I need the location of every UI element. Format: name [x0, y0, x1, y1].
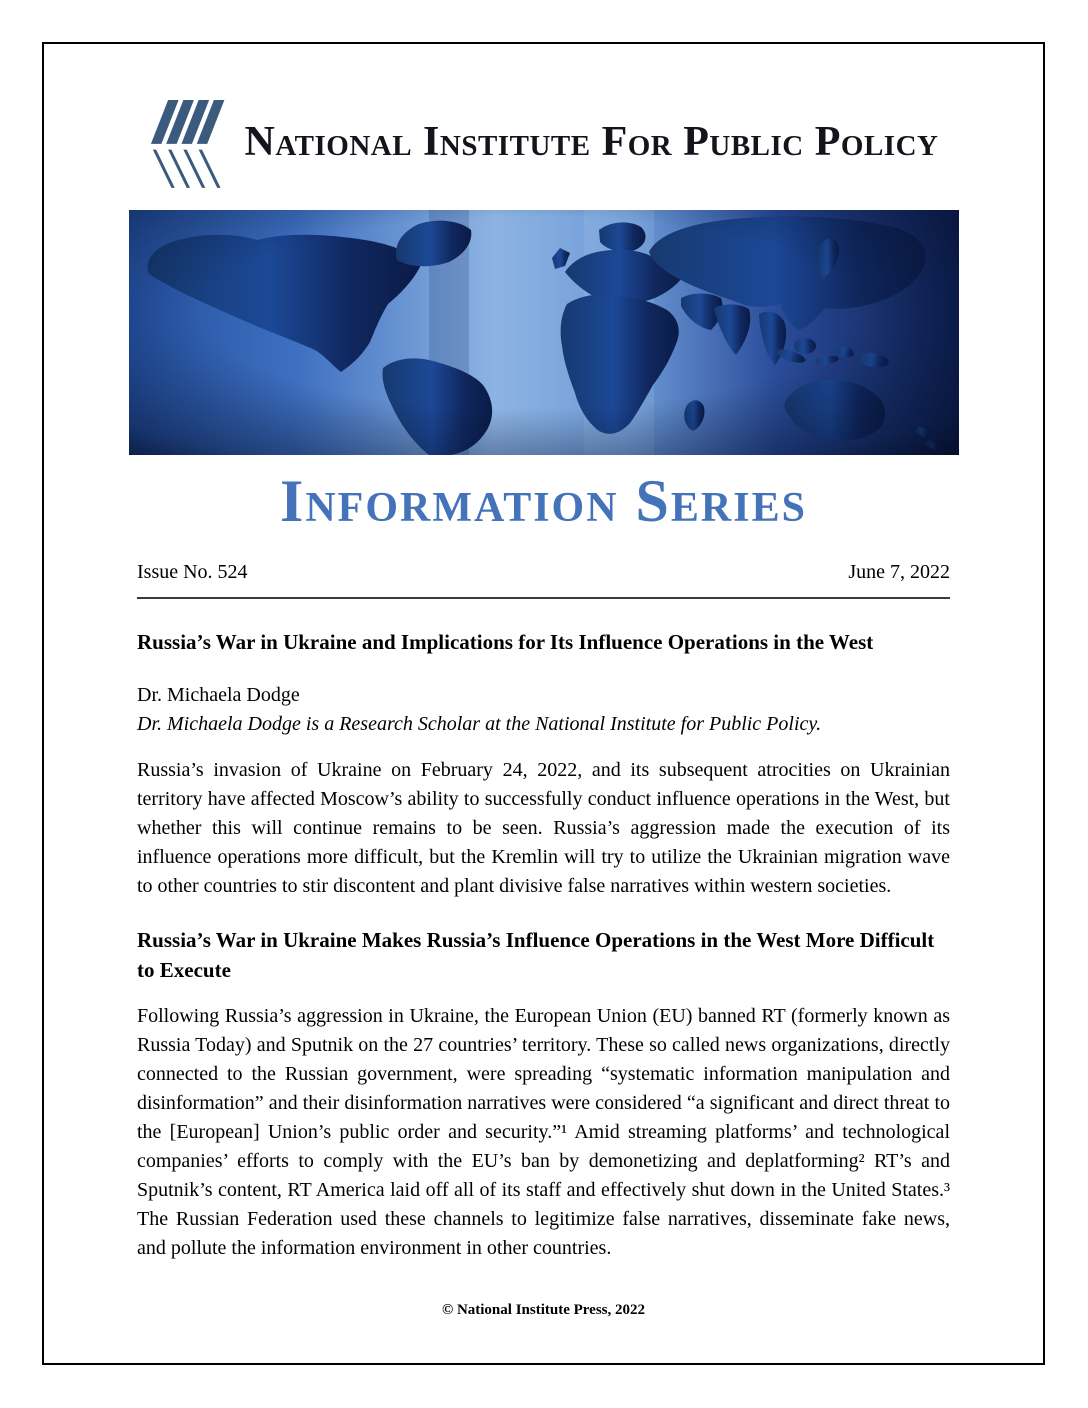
issue-row: [137, 558, 950, 586]
series-title: Information Series: [280, 468, 807, 534]
author-bio: Dr. Michaela Dodge is a Research Scholar at the National Institute for Public Policy.: [137, 713, 822, 735]
page-border-frame: [42, 42, 1045, 1365]
paragraph-1: Russia’s invasion of Ukraine on February 24, 2022, and its subsequent atrocities on Ukrainian territory have affected Moscow’s ability to successfully conduct influence operations in the West, but whether this will continue remains to be seen. Russia’s aggression made the execution of its influence operations more difficult, but the Kremlin will try to utilize the Ukrainian migration wave to other countries to stir discontent and plant divisive false narratives within western societies.: [137, 759, 950, 897]
author-block: [137, 681, 950, 739]
issue-number: Issue No. 524: [137, 561, 248, 583]
section-heading: Russia’s War in Ukraine Makes Russia’s Influence Operations in the West More Difficult to Execute: [137, 928, 935, 982]
institute-name: National Institute For Public Policy: [244, 119, 939, 165]
world-map-banner-image: [129, 210, 959, 455]
institute-logo-icon: [149, 94, 233, 190]
issue-date: June 7, 2022: [848, 561, 950, 583]
author-name: Dr. Michaela Dodge: [137, 684, 300, 706]
footer-copyright: © National Institute Press, 2022: [441, 1302, 645, 1318]
article-title: Russia’s War in Ukraine and Implications for Its Influence Operations in the West: [137, 630, 874, 654]
masthead: [44, 94, 1043, 190]
divider-rule: [137, 597, 950, 599]
paragraph-2: Following Russia’s aggression in Ukraine, the European Union (EU) banned RT (formerly known as Russia Today) and Sputnik on the 27 countries’ territory. These so called news organizations, directly connected to the Russian government, were spreading “systematic information manipulation and disinformation” and their disinformation narratives were considered “a significant and direct threat to the [European] Union’s public order and security.”¹ Amid streaming platforms’ and technological companies’ efforts to comply with the EU’s ban by demonetizing and deplatforming² RT’s and Sputnik’s content, RT America laid off all of its staff and effectively shut down in the United States.³ The Russian Federation used these channels to legitimize false narratives, disseminate fake news, and pollute the information environment in other countries.: [137, 1005, 950, 1259]
